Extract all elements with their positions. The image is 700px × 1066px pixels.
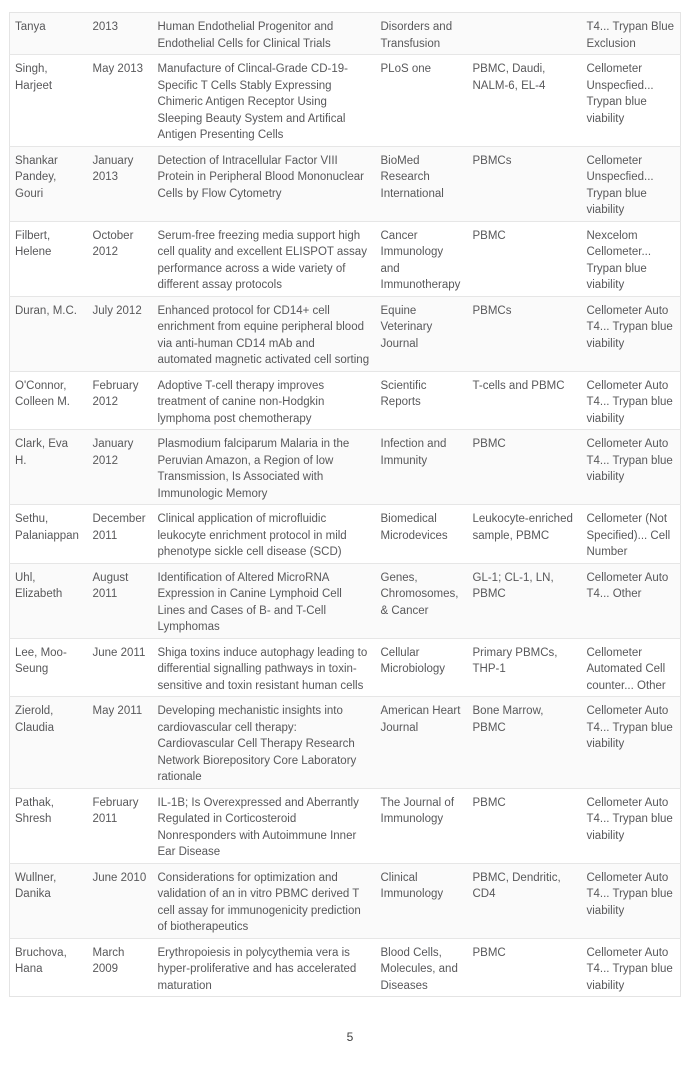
cell-date: January 2012 <box>88 430 153 505</box>
cell-title: Shiga toxins induce autophagy leading to differential signalling pathways in toxin-sensitive and toxin resistant human cells <box>153 638 376 697</box>
cell-instrument: Cellometer Auto T4... Trypan blue viability <box>582 697 681 789</box>
cell-journal: Equine Veterinary Journal <box>376 296 468 371</box>
cell-date: August 2011 <box>88 563 153 638</box>
cell-title: Manufacture of Clincal-Grade CD-19-Specific T Cells Stably Expressing Chimeric Antigen Receptor Using Sleeping Beauty System and Artifical Antigen Presenting Cells <box>153 55 376 147</box>
cell-author: Bruchova, Hana <box>10 938 88 997</box>
cell-cell_types: PBMCs <box>468 146 582 221</box>
cell-title: Serum-free freezing media support high cell quality and excellent ELISPOT assay performance across a wide variety of different assay protocols <box>153 221 376 296</box>
table-row <box>10 430 681 505</box>
cell-journal: Biomedical Microdevices <box>376 505 468 564</box>
publications-table-body <box>10 13 681 997</box>
cell-cell_types: PBMC <box>468 788 582 863</box>
cell-instrument: Cellometer Unspecfied... Trypan blue viability <box>582 146 681 221</box>
cell-instrument: Nexcelom Cellometer... Trypan blue viability <box>582 221 681 296</box>
cell-cell_types: GL-1; CL-1, LN, PBMC <box>468 563 582 638</box>
cell-instrument: Cellometer (Not Specified)... Cell Number <box>582 505 681 564</box>
cell-instrument: Cellometer Auto T4... Other <box>582 563 681 638</box>
cell-cell_types: Leukocyte-enriched sample, PBMC <box>468 505 582 564</box>
cell-date: May 2013 <box>88 55 153 147</box>
cell-date: February 2012 <box>88 371 153 430</box>
cell-title: IL-1B; Is Overexpressed and Aberrantly Regulated in Corticosteroid Nonresponders with Autoimmune Inner Ear Disease <box>153 788 376 863</box>
cell-date: July 2012 <box>88 296 153 371</box>
cell-instrument: Cellometer Auto T4... Trypan blue viability <box>582 430 681 505</box>
cell-date: December 2011 <box>88 505 153 564</box>
cell-instrument: T4... Trypan Blue Exclusion <box>582 13 681 55</box>
table-row <box>10 221 681 296</box>
cell-date: May 2011 <box>88 697 153 789</box>
cell-instrument: Cellometer Auto T4... Trypan blue viability <box>582 296 681 371</box>
cell-journal: BioMed Research International <box>376 146 468 221</box>
cell-author: Clark, Eva H. <box>10 430 88 505</box>
table-row <box>10 863 681 938</box>
table-row <box>10 13 681 55</box>
cell-cell_types: PBMC, Daudi, NALM-6, EL-4 <box>468 55 582 147</box>
cell-title: Human Endothelial Progenitor and Endothelial Cells for Clinical Trials <box>153 13 376 55</box>
cell-date: June 2010 <box>88 863 153 938</box>
cell-instrument: Cellometer Auto T4... Trypan blue viability <box>582 863 681 938</box>
cell-journal: Genes, Chromosomes, & Cancer <box>376 563 468 638</box>
cell-author: Shankar Pandey, Gouri <box>10 146 88 221</box>
cell-author: Filbert, Helene <box>10 221 88 296</box>
cell-author: O'Connor, Colleen M. <box>10 371 88 430</box>
cell-cell_types: T-cells and PBMC <box>468 371 582 430</box>
cell-journal: Cancer Immunology and Immunotherapy <box>376 221 468 296</box>
cell-cell_types: PBMC <box>468 221 582 296</box>
table-row <box>10 788 681 863</box>
cell-date: June 2011 <box>88 638 153 697</box>
cell-journal: Blood Cells, Molecules, and Diseases <box>376 938 468 997</box>
table-row <box>10 55 681 147</box>
cell-journal: Infection and Immunity <box>376 430 468 505</box>
cell-author: Lee, Moo-Seung <box>10 638 88 697</box>
cell-title: Identification of Altered MicroRNA Expression in Canine Lymphoid Cell Lines and Cases of B- and T-Cell Lymphomas <box>153 563 376 638</box>
cell-author: Duran, M.C. <box>10 296 88 371</box>
cell-title: Erythropoiesis in polycythemia vera is hyper-proliferative and has accelerated maturation <box>153 938 376 997</box>
table-row <box>10 563 681 638</box>
publications-table <box>9 12 681 997</box>
cell-title: Detection of Intracellular Factor VIII Protein in Peripheral Blood Mononuclear Cells by Flow Cytometry <box>153 146 376 221</box>
cell-journal: Clinical Immunology <box>376 863 468 938</box>
cell-cell_types: Bone Marrow, PBMC <box>468 697 582 789</box>
table-row <box>10 371 681 430</box>
cell-instrument: Cellometer Auto T4... Trypan blue viability <box>582 938 681 997</box>
table-row <box>10 638 681 697</box>
table-row <box>10 505 681 564</box>
cell-title: Developing mechanistic insights into cardiovascular cell therapy: Cardiovascular Cell Therapy Research Network Biorepository Core Laboratory rationale <box>153 697 376 789</box>
cell-cell_types: Primary PBMCs, THP-1 <box>468 638 582 697</box>
table-row <box>10 697 681 789</box>
table-row <box>10 146 681 221</box>
cell-title: Enhanced protocol for CD14+ cell enrichment from equine peripheral blood via anti-human CD14 mAb and automated magnetic activated cell sorting <box>153 296 376 371</box>
cell-journal: PLoS one <box>376 55 468 147</box>
cell-author: Singh, Harjeet <box>10 55 88 147</box>
document-page-body <box>9 12 681 997</box>
cell-journal: Cellular Microbiology <box>376 638 468 697</box>
cell-author: Uhl, Elizabeth <box>10 563 88 638</box>
cell-date: January 2013 <box>88 146 153 221</box>
cell-title: Considerations for optimization and validation of an in vitro PBMC derived T cell assay for immunogenicity prediction of biotherapeutics <box>153 863 376 938</box>
cell-journal: Disorders and Transfusion <box>376 13 468 55</box>
page-number: 5 <box>346 1030 354 1044</box>
cell-instrument: Cellometer Auto T4... Trypan blue viability <box>582 371 681 430</box>
cell-date: February 2011 <box>88 788 153 863</box>
cell-title: Clinical application of microfluidic leukocyte enrichment protocol in mild phenotype sickle cell disease (SCD) <box>153 505 376 564</box>
cell-date: March 2009 <box>88 938 153 997</box>
cell-instrument: Cellometer Auto T4... Trypan blue viability <box>582 788 681 863</box>
cell-date: 2013 <box>88 13 153 55</box>
cell-cell_types <box>468 13 582 55</box>
cell-title: Adoptive T-cell therapy improves treatment of canine non-Hodgkin lymphoma post chemotherapy <box>153 371 376 430</box>
cell-author: Sethu, Palaniappan <box>10 505 88 564</box>
cell-instrument: Cellometer Unspecfied... Trypan blue viability <box>582 55 681 147</box>
cell-journal: American Heart Journal <box>376 697 468 789</box>
cell-cell_types: PBMC <box>468 430 582 505</box>
cell-author: Pathak, Shresh <box>10 788 88 863</box>
cell-date: October 2012 <box>88 221 153 296</box>
cell-journal: Scientific Reports <box>376 371 468 430</box>
cell-author: Zierold, Claudia <box>10 697 88 789</box>
table-row <box>10 296 681 371</box>
cell-instrument: Cellometer Automated Cell counter... Other <box>582 638 681 697</box>
table-row <box>10 938 681 997</box>
cell-cell_types: PBMC <box>468 938 582 997</box>
cell-cell_types: PBMC, Dendritic, CD4 <box>468 863 582 938</box>
cell-author: Tanya <box>10 13 88 55</box>
cell-author: Wullner, Danika <box>10 863 88 938</box>
cell-cell_types: PBMCs <box>468 296 582 371</box>
cell-title: Plasmodium falciparum Malaria in the Peruvian Amazon, a Region of low Transmission, Is Associated with Immunologic Memory <box>153 430 376 505</box>
cell-journal: The Journal of Immunology <box>376 788 468 863</box>
